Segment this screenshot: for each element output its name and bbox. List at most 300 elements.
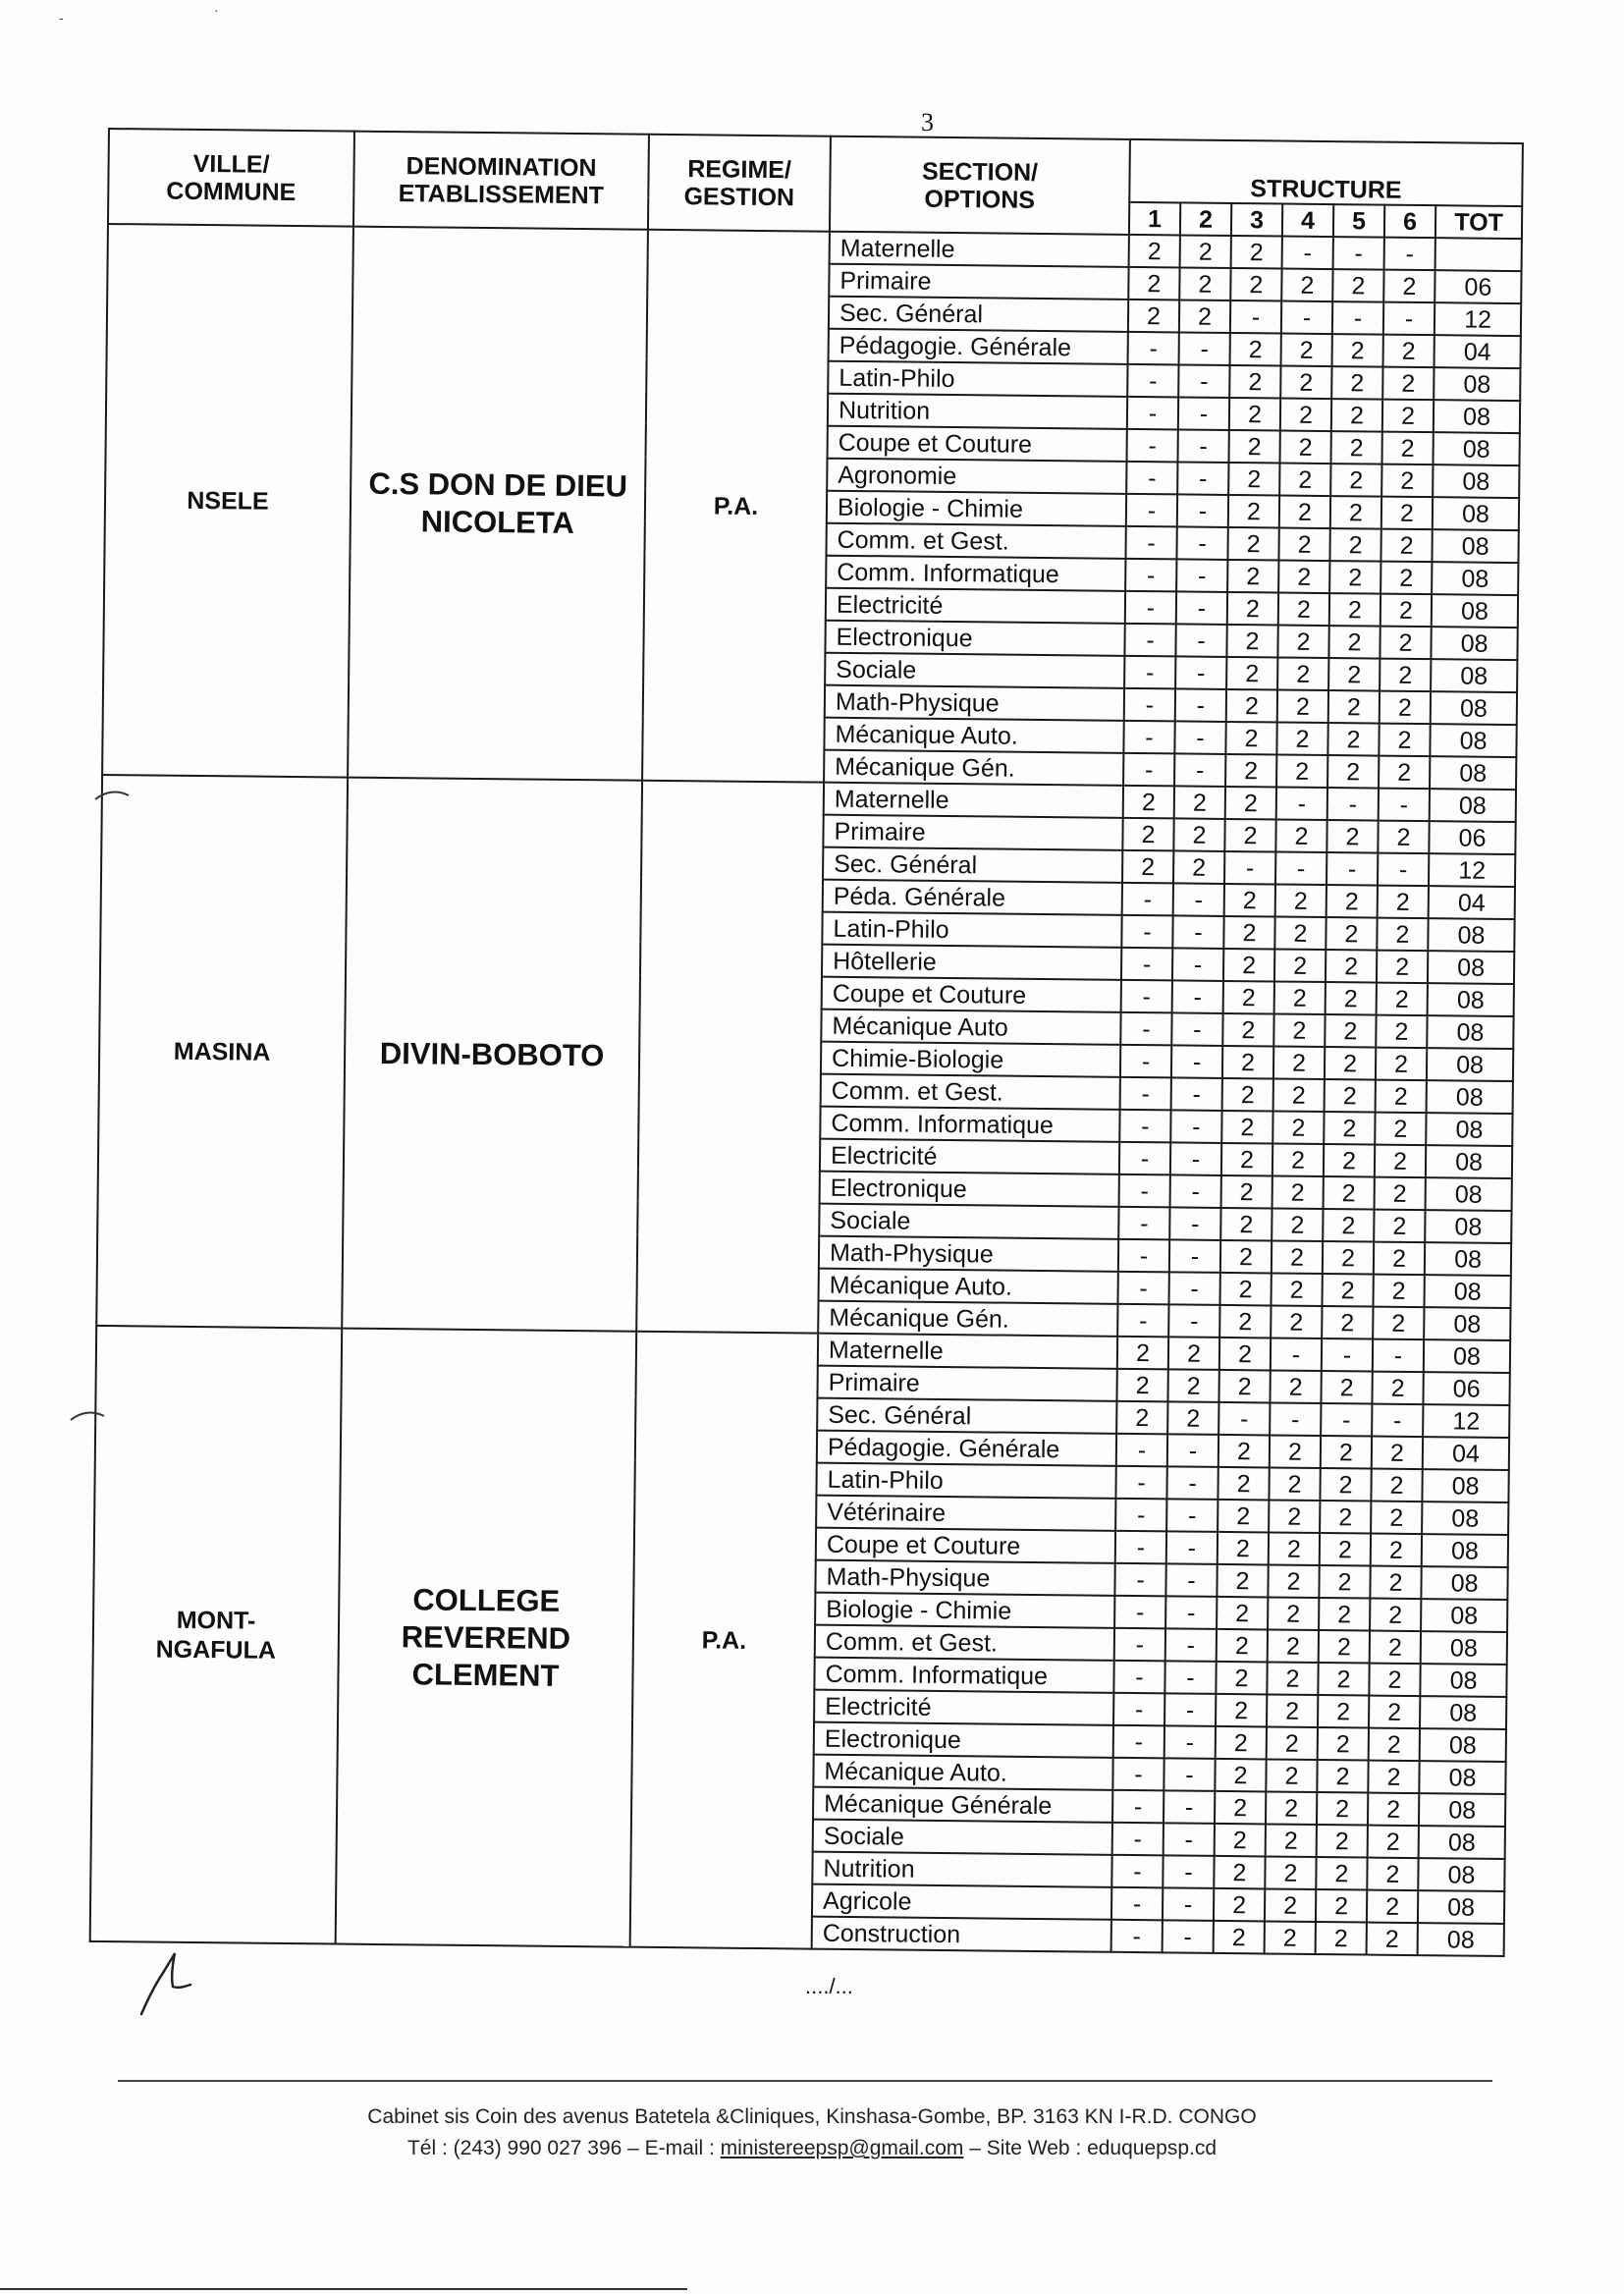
option-cell: Comm. Informatique bbox=[826, 556, 1125, 591]
structure-cell-year-6: 2 bbox=[1381, 432, 1433, 465]
structure-cell-year-3: 2 bbox=[1223, 916, 1274, 950]
structure-cell-year-1: - bbox=[1120, 1045, 1171, 1078]
tot-cell: 08 bbox=[1424, 1307, 1510, 1340]
tot-cell: 08 bbox=[1427, 1048, 1513, 1081]
structure-cell-year-4: 2 bbox=[1277, 626, 1328, 659]
structure-cell-year-6: 2 bbox=[1375, 1177, 1426, 1211]
structure-cell-year-1: - bbox=[1121, 980, 1172, 1013]
tot-cell: 08 bbox=[1433, 497, 1519, 530]
structure-cell-year-1: 2 bbox=[1117, 1337, 1168, 1370]
structure-cell-year-6: 2 bbox=[1376, 1080, 1427, 1114]
structure-cell-year-2: - bbox=[1174, 753, 1225, 787]
structure-cell-year-2: - bbox=[1163, 1855, 1214, 1888]
option-cell: Sec. Général bbox=[829, 297, 1128, 332]
tot-cell: 08 bbox=[1427, 1015, 1513, 1049]
structure-cell-year-5: 2 bbox=[1317, 1760, 1368, 1793]
tot-cell: 04 bbox=[1435, 335, 1521, 368]
structure-cell-year-3: 2 bbox=[1217, 1564, 1268, 1598]
footer-address: Cabinet sis Coin des avenus Batetela &Cliniques, Kinshasa-Gombe, BP. 3163 KN I-R.D. CONGO bbox=[367, 2105, 1257, 2128]
structure-cell-year-4: 2 bbox=[1265, 1921, 1316, 1954]
tot-cell: 08 bbox=[1434, 367, 1520, 401]
table-body bbox=[90, 224, 1522, 1956]
denomination-cell-text: C.S DON DE DIEU NICOLETA bbox=[368, 465, 628, 540]
option-cell: Biologie - Chimie bbox=[827, 491, 1126, 526]
structure-cell-year-5: 2 bbox=[1332, 269, 1383, 302]
structure-cell-year-2: 2 bbox=[1180, 235, 1231, 268]
tot-cell: 08 bbox=[1430, 789, 1516, 822]
structure-cell-year-1: - bbox=[1113, 1725, 1164, 1759]
structure-cell-year-6: 2 bbox=[1376, 1015, 1427, 1049]
tot-cell: 08 bbox=[1431, 627, 1517, 660]
structure-cell-year-2: 2 bbox=[1179, 300, 1230, 333]
ville-cell bbox=[90, 1326, 343, 1944]
header-section-text: SECTION/ OPTIONS bbox=[921, 157, 1039, 214]
structure-cell-year-3: 2 bbox=[1218, 1467, 1269, 1501]
option-cell: Sec. Général bbox=[823, 847, 1122, 883]
structure-cell-year-2: - bbox=[1177, 429, 1228, 463]
structure-cell-year-5: - bbox=[1322, 1338, 1373, 1372]
structure-cell-year-5: 2 bbox=[1325, 1079, 1376, 1113]
structure-cell-year-4: 2 bbox=[1275, 819, 1326, 852]
structure-cell-year-3: 2 bbox=[1222, 1046, 1273, 1079]
structure-cell-year-6: - bbox=[1384, 238, 1435, 271]
tot-cell: 08 bbox=[1421, 1599, 1507, 1632]
tot-cell: 08 bbox=[1418, 1890, 1504, 1924]
tot-cell: 08 bbox=[1430, 724, 1516, 757]
structure-cell-year-6: 2 bbox=[1380, 594, 1432, 628]
structure-cell-year-6: 2 bbox=[1367, 1890, 1418, 1924]
header-ville bbox=[108, 129, 354, 227]
option-cell: Biologie - Chimie bbox=[815, 1593, 1114, 1628]
structure-cell-year-3: 2 bbox=[1229, 398, 1280, 431]
structure-cell-year-2: 2 bbox=[1167, 1369, 1218, 1402]
structure-cell-year-4: 2 bbox=[1273, 1078, 1325, 1112]
structure-cell-year-5: 2 bbox=[1330, 464, 1381, 497]
structure-cell-year-6: 2 bbox=[1377, 918, 1428, 952]
structure-cell-year-4: 2 bbox=[1274, 949, 1326, 982]
tot-cell: 08 bbox=[1422, 1502, 1508, 1535]
tot-cell: 04 bbox=[1429, 886, 1515, 919]
structure-cell-year-4: 2 bbox=[1268, 1564, 1319, 1598]
header-tot: TOT bbox=[1435, 205, 1522, 239]
header-structure: STRUCTURE bbox=[1129, 139, 1523, 206]
structure-cell-year-6: 2 bbox=[1376, 1048, 1427, 1081]
structure-cell-year-5: 2 bbox=[1320, 1533, 1371, 1566]
structure-cell-year-3: 2 bbox=[1226, 625, 1277, 658]
structure-cell-year-6: 2 bbox=[1374, 1242, 1425, 1276]
option-cell: Latin-Philo bbox=[828, 361, 1127, 397]
structure-cell-year-1: - bbox=[1118, 1272, 1169, 1305]
structure-cell-year-6: 2 bbox=[1371, 1534, 1422, 1567]
structure-cell-year-5: 2 bbox=[1323, 1241, 1374, 1275]
structure-cell-year-2: - bbox=[1168, 1304, 1219, 1338]
structure-cell-year-2: - bbox=[1172, 915, 1223, 949]
structure-cell-year-3: 2 bbox=[1224, 884, 1275, 917]
tot-cell: 08 bbox=[1420, 1728, 1506, 1762]
structure-cell-year-6: 2 bbox=[1380, 691, 1431, 725]
structure-cell-year-5: 2 bbox=[1331, 366, 1382, 400]
structure-cell-year-4: 2 bbox=[1278, 593, 1329, 627]
structure-cell-year-2: - bbox=[1166, 1499, 1218, 1532]
structure-cell-year-6: 2 bbox=[1377, 983, 1428, 1016]
denomination-cell-text: COLLEGE REVEREND CLEMENT bbox=[401, 1581, 571, 1693]
structure-cell-year-3: 2 bbox=[1224, 819, 1275, 852]
structure-cell-year-5: 2 bbox=[1318, 1727, 1369, 1761]
structure-cell-year-2: - bbox=[1170, 1142, 1221, 1175]
structure-cell-year-5: 2 bbox=[1317, 1792, 1368, 1826]
footer-website: – Site Web : eduquepsp.cd bbox=[963, 2137, 1218, 2159]
structure-cell-year-5: 2 bbox=[1318, 1695, 1369, 1728]
footer-contact bbox=[0, 2133, 1624, 2164]
structure-cell-year-4: 2 bbox=[1272, 1143, 1324, 1176]
structure-cell-year-3: 2 bbox=[1229, 365, 1280, 399]
structure-cell-year-6: 2 bbox=[1367, 1858, 1418, 1891]
structure-cell-year-4: - bbox=[1276, 787, 1327, 820]
structure-cell-year-5: 2 bbox=[1327, 755, 1379, 789]
option-cell: Primaire bbox=[817, 1366, 1116, 1401]
header-year-6: 6 bbox=[1384, 205, 1435, 239]
option-cell: Electronique bbox=[820, 1172, 1119, 1207]
ville-cell-text: NSELE bbox=[187, 486, 269, 516]
structure-cell-year-1: - bbox=[1125, 559, 1176, 592]
option-cell: Math-Physique bbox=[815, 1560, 1114, 1596]
structure-cell-year-3: 2 bbox=[1227, 527, 1278, 561]
structure-cell-year-4: 2 bbox=[1279, 431, 1330, 464]
tot-cell: 08 bbox=[1428, 951, 1514, 984]
structure-cell-year-2: - bbox=[1176, 526, 1227, 560]
structure-cell-year-5: 2 bbox=[1316, 1922, 1367, 1955]
denomination-cell bbox=[336, 1329, 637, 1947]
structure-cell-year-3: 2 bbox=[1215, 1824, 1266, 1857]
header-regime bbox=[648, 135, 831, 232]
option-cell: Sociale bbox=[813, 1820, 1112, 1855]
option-cell: Electricité bbox=[820, 1139, 1119, 1174]
option-cell: Construction bbox=[812, 1917, 1111, 1952]
structure-cell-year-5: 2 bbox=[1326, 820, 1378, 853]
structure-cell-year-5: 2 bbox=[1316, 1889, 1367, 1923]
header-denomination bbox=[353, 132, 649, 230]
structure-cell-year-3: 2 bbox=[1228, 495, 1279, 528]
document-table-wrapper bbox=[88, 128, 1522, 2028]
structure-cell-year-4: 2 bbox=[1281, 334, 1332, 367]
structure-cell-year-6: 2 bbox=[1383, 335, 1435, 368]
tot-cell: 08 bbox=[1418, 1923, 1504, 1956]
structure-cell-year-5: 2 bbox=[1330, 496, 1381, 529]
structure-cell-year-4: 2 bbox=[1267, 1726, 1318, 1760]
structure-cell-year-5: 2 bbox=[1328, 626, 1380, 659]
structure-cell-year-4: 2 bbox=[1272, 1240, 1323, 1274]
ville-cell-text: MASINA bbox=[173, 1037, 271, 1066]
structure-cell-year-3: 2 bbox=[1223, 949, 1274, 982]
tot-cell: 08 bbox=[1428, 983, 1514, 1016]
structure-cell-year-3: 2 bbox=[1217, 1597, 1268, 1630]
structure-cell-year-1: - bbox=[1116, 1434, 1167, 1467]
structure-cell-year-4: 2 bbox=[1277, 690, 1328, 724]
structure-cell-year-6: 2 bbox=[1378, 886, 1429, 919]
structure-cell-year-4: 2 bbox=[1270, 1370, 1321, 1403]
structure-cell-year-3: 2 bbox=[1228, 430, 1279, 464]
structure-cell-year-4: 2 bbox=[1279, 496, 1330, 529]
structure-cell-year-3: 2 bbox=[1231, 236, 1282, 269]
structure-cell-year-6: 2 bbox=[1370, 1599, 1421, 1632]
header-ville-text: VILLE/ COMMUNE bbox=[166, 149, 297, 206]
structure-cell-year-2: - bbox=[1170, 1110, 1221, 1143]
structure-cell-year-3: 2 bbox=[1220, 1273, 1272, 1306]
structure-cell-year-4: 2 bbox=[1268, 1597, 1319, 1630]
structure-cell-year-4: 2 bbox=[1279, 464, 1330, 497]
structure-cell-year-2: - bbox=[1164, 1661, 1216, 1694]
structure-cell-year-4: 2 bbox=[1278, 528, 1329, 562]
bottom-divider bbox=[0, 2288, 687, 2290]
structure-cell-year-6: 2 bbox=[1375, 1113, 1426, 1146]
structure-cell-year-6: 2 bbox=[1380, 529, 1432, 563]
structure-cell-year-5: 2 bbox=[1324, 1144, 1375, 1177]
structure-cell-year-3: 2 bbox=[1227, 592, 1278, 626]
structure-cell-year-5: - bbox=[1327, 788, 1379, 821]
structure-cell-year-6: 2 bbox=[1370, 1631, 1421, 1665]
structure-cell-year-5: 2 bbox=[1325, 1047, 1376, 1080]
structure-cell-year-5: 2 bbox=[1329, 528, 1380, 562]
tot-cell bbox=[1435, 238, 1522, 271]
structure-cell-year-6: 2 bbox=[1380, 659, 1431, 692]
structure-cell-year-2: - bbox=[1177, 494, 1228, 527]
option-cell: Comm. et Gest. bbox=[821, 1074, 1120, 1110]
option-cell: Vétérinaire bbox=[816, 1496, 1115, 1531]
structure-cell-year-4: 2 bbox=[1273, 1046, 1325, 1079]
footer-phone: Tél : (243) 990 027 396 – E-mail : bbox=[406, 2137, 721, 2159]
structure-cell-year-5: 2 bbox=[1320, 1468, 1371, 1502]
option-cell: Pédagogie. Générale bbox=[817, 1431, 1116, 1466]
page-number: 3 bbox=[921, 108, 934, 137]
structure-cell-year-3: 2 bbox=[1221, 1175, 1272, 1209]
structure-cell-year-6: 2 bbox=[1383, 270, 1435, 303]
structure-cell-year-2: - bbox=[1172, 980, 1223, 1013]
structure-cell-year-4: 2 bbox=[1269, 1467, 1320, 1501]
structure-cell-year-2: - bbox=[1169, 1239, 1220, 1273]
option-cell: Nutrition bbox=[812, 1852, 1111, 1887]
structure-cell-year-3: 2 bbox=[1221, 1143, 1272, 1176]
structure-cell-year-2: - bbox=[1177, 462, 1228, 495]
tot-cell: 08 bbox=[1430, 756, 1516, 790]
structure-cell-year-6: 2 bbox=[1381, 464, 1433, 498]
structure-cell-year-3: 2 bbox=[1218, 1500, 1269, 1533]
structure-cell-year-5: 2 bbox=[1332, 334, 1383, 367]
structure-cell-year-5: 2 bbox=[1323, 1274, 1374, 1307]
denomination-cell-text: DIVIN-BOBOTO bbox=[379, 1035, 605, 1072]
structure-cell-year-1: - bbox=[1127, 364, 1178, 398]
signature-initial bbox=[128, 1949, 196, 2018]
structure-cell-year-5: 2 bbox=[1326, 950, 1377, 983]
footer bbox=[0, 2102, 1624, 2164]
structure-cell-year-4: 2 bbox=[1272, 1111, 1324, 1144]
option-cell: Mécanique Gén. bbox=[824, 750, 1123, 786]
option-cell: Electricité bbox=[826, 588, 1125, 624]
structure-cell-year-5: 2 bbox=[1323, 1209, 1374, 1242]
structure-cell-year-2: - bbox=[1164, 1693, 1216, 1726]
structure-cell-year-5: 2 bbox=[1324, 1112, 1375, 1145]
structure-cell-year-2: - bbox=[1176, 591, 1227, 625]
tot-cell: 08 bbox=[1432, 562, 1518, 595]
structure-cell-year-1: - bbox=[1127, 397, 1178, 430]
structure-cell-year-4: 2 bbox=[1269, 1500, 1320, 1533]
structure-cell-year-2: - bbox=[1175, 688, 1226, 722]
structure-cell-year-5: 2 bbox=[1319, 1565, 1370, 1599]
structure-cell-year-5: 2 bbox=[1321, 1436, 1372, 1469]
header-section bbox=[830, 137, 1130, 235]
option-cell: Hôtellerie bbox=[822, 945, 1121, 980]
structure-cell-year-1: - bbox=[1111, 1887, 1163, 1921]
structure-cell-year-3: 2 bbox=[1228, 463, 1279, 496]
structure-cell-year-3: - bbox=[1230, 300, 1281, 334]
structure-cell-year-5: 2 bbox=[1326, 917, 1377, 951]
structure-cell-year-3: - bbox=[1218, 1402, 1270, 1436]
structure-cell-year-5: 2 bbox=[1316, 1857, 1367, 1890]
structure-cell-year-2: - bbox=[1171, 1077, 1222, 1111]
ville-cell-text: MONT- NGAFULA bbox=[155, 1606, 277, 1665]
structure-cell-year-4: - bbox=[1271, 1338, 1322, 1371]
structure-cell-year-6: 2 bbox=[1381, 497, 1433, 530]
structure-cell-year-2: - bbox=[1169, 1207, 1220, 1240]
structure-cell-year-6: 2 bbox=[1380, 562, 1432, 595]
structure-cell-year-1: - bbox=[1114, 1596, 1165, 1629]
tot-cell: 08 bbox=[1426, 1145, 1512, 1178]
structure-cell-year-3: 2 bbox=[1214, 1856, 1265, 1889]
structure-cell-year-2: - bbox=[1179, 332, 1230, 365]
structure-cell-year-6: 2 bbox=[1375, 1145, 1426, 1178]
structure-cell-year-5: 2 bbox=[1324, 1176, 1375, 1210]
structure-cell-year-1: 2 bbox=[1122, 850, 1173, 884]
structure-cell-year-4: - bbox=[1275, 851, 1326, 885]
structure-cell-year-2: - bbox=[1165, 1628, 1217, 1662]
structure-cell-year-6: 2 bbox=[1382, 400, 1434, 433]
structure-cell-year-5: 2 bbox=[1321, 1371, 1372, 1404]
option-cell: Mécanique Auto. bbox=[813, 1755, 1112, 1790]
structure-cell-year-4: 2 bbox=[1280, 399, 1331, 432]
option-cell: Primaire bbox=[823, 815, 1122, 850]
structure-cell-year-5: 2 bbox=[1329, 561, 1380, 594]
scan-dot: - bbox=[59, 10, 64, 26]
structure-cell-year-2: - bbox=[1163, 1920, 1214, 1953]
structure-cell-year-2: - bbox=[1167, 1434, 1218, 1467]
option-cell: Péda. Générale bbox=[823, 880, 1122, 915]
structure-cell-year-5: 2 bbox=[1322, 1306, 1373, 1339]
structure-cell-year-3: 2 bbox=[1222, 1078, 1273, 1112]
structure-cell-year-1: - bbox=[1123, 753, 1174, 787]
structure-cell-year-3: 2 bbox=[1214, 1888, 1265, 1922]
structure-cell-year-1: - bbox=[1124, 656, 1175, 689]
tot-cell: 04 bbox=[1423, 1437, 1509, 1470]
structure-cell-year-4: 2 bbox=[1269, 1532, 1320, 1565]
structure-cell-year-2: 2 bbox=[1179, 267, 1230, 300]
structure-cell-year-1: 2 bbox=[1122, 818, 1173, 851]
option-cell: Math-Physique bbox=[825, 685, 1124, 721]
structure-cell-year-5: 2 bbox=[1318, 1663, 1369, 1696]
structure-cell-year-4: 2 bbox=[1280, 366, 1331, 400]
structure-cell-year-4: - bbox=[1270, 1402, 1321, 1436]
tot-cell: 06 bbox=[1435, 270, 1521, 303]
structure-cell-year-1: - bbox=[1115, 1499, 1166, 1532]
structure-cell-year-2: - bbox=[1163, 1887, 1214, 1921]
structure-cell-year-3: 2 bbox=[1222, 1013, 1273, 1047]
structure-cell-year-3: 2 bbox=[1216, 1694, 1267, 1727]
margin-mark bbox=[69, 1406, 108, 1426]
structure-cell-year-3: 2 bbox=[1221, 1111, 1272, 1144]
structure-cell-year-5: 2 bbox=[1331, 399, 1382, 432]
footer-email-link[interactable]: ministereepsp@gmail.com bbox=[720, 2137, 964, 2159]
option-cell: Comm. Informatique bbox=[820, 1107, 1119, 1142]
ville-cell bbox=[96, 775, 348, 1329]
structure-cell-year-1: - bbox=[1128, 332, 1179, 365]
structure-cell-year-1: - bbox=[1114, 1628, 1165, 1662]
structure-cell-year-2: - bbox=[1173, 883, 1224, 916]
structure-cell-year-3: 2 bbox=[1230, 268, 1281, 301]
structure-cell-year-6: - bbox=[1378, 853, 1429, 887]
tot-cell: 08 bbox=[1433, 464, 1519, 498]
option-cell: Coupe et Couture bbox=[828, 426, 1127, 462]
structure-cell-year-2: - bbox=[1164, 1725, 1216, 1759]
regime-cell bbox=[642, 230, 830, 783]
structure-cell-year-5: 2 bbox=[1325, 1014, 1376, 1048]
tot-cell: 08 bbox=[1421, 1566, 1507, 1600]
structure-cell-year-5: - bbox=[1333, 237, 1384, 270]
tot-cell: 08 bbox=[1420, 1664, 1506, 1697]
structure-cell-year-1: - bbox=[1118, 1207, 1169, 1240]
option-cell: Maternelle bbox=[830, 232, 1129, 267]
structure-cell-year-6: 2 bbox=[1371, 1502, 1422, 1535]
structure-cell-year-1: - bbox=[1124, 624, 1175, 657]
tot-cell: 08 bbox=[1428, 918, 1514, 952]
margin-mark bbox=[93, 786, 133, 805]
tot-cell: 06 bbox=[1423, 1372, 1509, 1405]
structure-cell-year-5: 2 bbox=[1327, 723, 1379, 756]
tot-cell: 12 bbox=[1429, 853, 1515, 887]
structure-cell-year-4: 2 bbox=[1274, 916, 1326, 950]
structure-cell-year-2: - bbox=[1169, 1272, 1220, 1305]
structure-cell-year-1: - bbox=[1119, 1142, 1170, 1175]
structure-cell-year-2: 2 bbox=[1173, 850, 1224, 884]
structure-cell-year-4: 2 bbox=[1276, 755, 1327, 789]
tot-cell: 08 bbox=[1419, 1826, 1505, 1859]
structure-cell-year-4: 2 bbox=[1270, 1435, 1321, 1468]
structure-cell-year-1: - bbox=[1121, 948, 1172, 981]
structure-cell-year-1: - bbox=[1120, 1077, 1171, 1111]
structure-cell-year-1: - bbox=[1111, 1920, 1163, 1953]
structure-cell-year-1: - bbox=[1112, 1823, 1164, 1856]
structure-cell-year-4: 2 bbox=[1276, 723, 1327, 756]
tot-cell: 12 bbox=[1435, 302, 1521, 336]
structure-cell-year-5: 2 bbox=[1319, 1630, 1370, 1664]
structure-cell-year-3: 2 bbox=[1220, 1208, 1272, 1241]
header-year-4: 4 bbox=[1282, 204, 1333, 238]
structure-cell-year-4: 2 bbox=[1272, 1273, 1323, 1306]
structure-cell-year-4: 2 bbox=[1281, 269, 1332, 302]
structure-cell-year-3: 2 bbox=[1226, 689, 1277, 723]
structure-cell-year-2: - bbox=[1175, 656, 1226, 689]
tot-cell: 08 bbox=[1431, 691, 1517, 725]
structure-cell-year-4: 2 bbox=[1267, 1662, 1318, 1695]
structure-cell-year-1: 2 bbox=[1116, 1369, 1167, 1402]
structure-cell-year-5: - bbox=[1326, 852, 1378, 886]
structure-cell-year-4: 2 bbox=[1266, 1759, 1317, 1792]
structure-cell-year-4: 2 bbox=[1266, 1824, 1317, 1857]
structure-cell-year-2: - bbox=[1175, 624, 1226, 657]
option-cell: Mécanique Gén. bbox=[818, 1301, 1117, 1337]
continuation-marker: ..../... bbox=[805, 1974, 853, 1998]
structure-cell-year-3: 2 bbox=[1230, 333, 1281, 366]
tot-cell: 08 bbox=[1427, 1080, 1513, 1114]
tot-cell: 08 bbox=[1434, 400, 1520, 433]
structure-cell-year-3: 2 bbox=[1225, 787, 1276, 820]
